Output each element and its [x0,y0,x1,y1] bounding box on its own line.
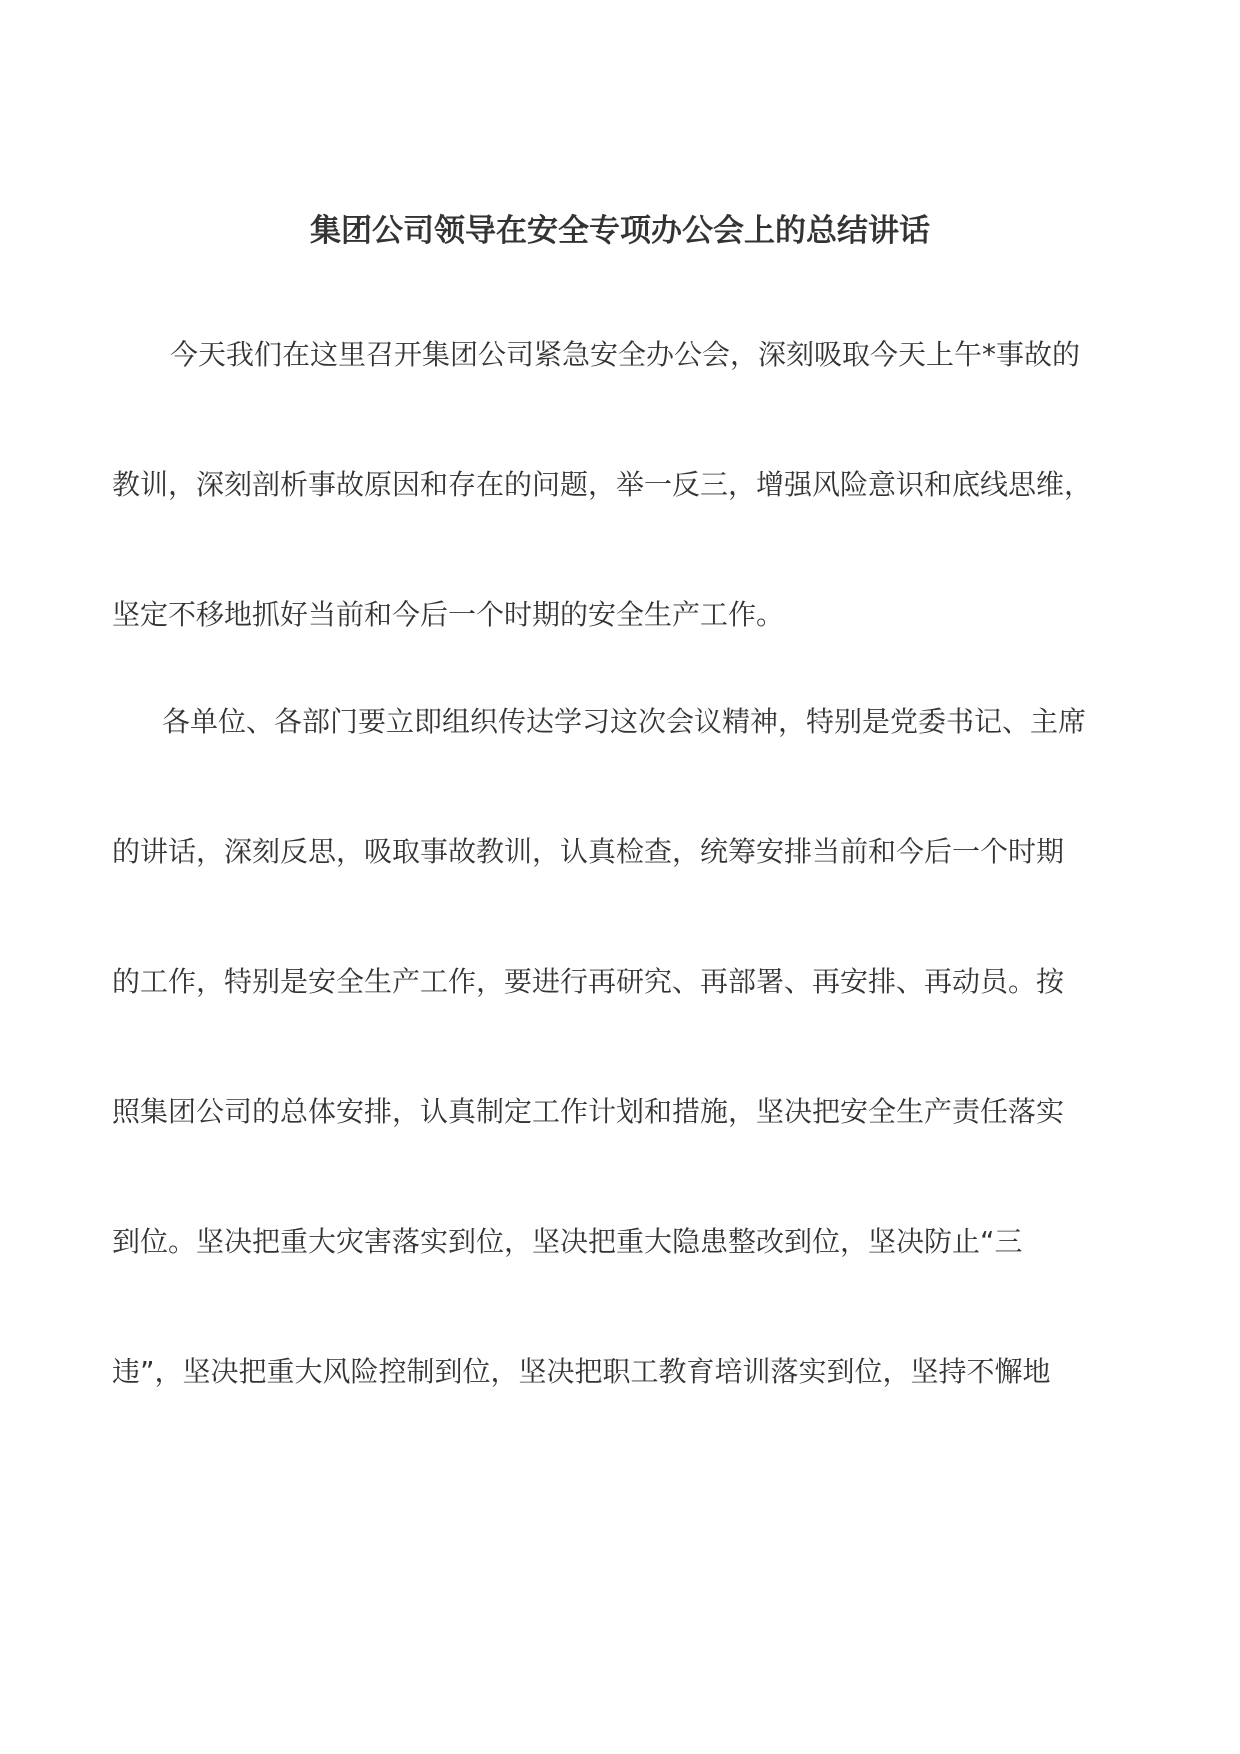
paragraph-line: 违”，坚决把重大风险控制到位，坚决把职工教育培训落实到位，坚持不懈地 [112,1355,1051,1388]
paragraph-line: 坚定不移地抓好当前和今后一个时期的安全生产工作。 [112,598,785,631]
paragraph-line: 照集团公司的总体安排，认真制定工作计划和措施，坚决把安全生产责任落实 [112,1095,1065,1128]
paragraph-line: 今天我们在这里召开集团公司紧急安全办公会，深刻吸取今天上午*事故的 [170,338,1081,371]
paragraph-line: 的工作，特别是安全生产工作，要进行再研究、再部署、再安排、再动员。按 [112,965,1065,998]
paragraph-line: 到位。坚决把重大灾害落实到位，坚决把重大隐患整改到位，坚决防止“三 [112,1225,1023,1258]
paragraph-line: 教训，深刻剖析事故原因和存在的问题，举一反三，增强风险意识和底线思维， [112,468,1093,501]
document-title: 集团公司领导在安全专项办公会上的总结讲话 [310,213,930,249]
paragraph-line: 的讲话，深刻反思，吸取事故教训，认真检查，统筹安排当前和今后一个时期 [112,835,1065,868]
paragraph-line: 各单位、各部门要立即组织传达学习这次会议精神，特别是党委书记、主席 [162,705,1087,738]
